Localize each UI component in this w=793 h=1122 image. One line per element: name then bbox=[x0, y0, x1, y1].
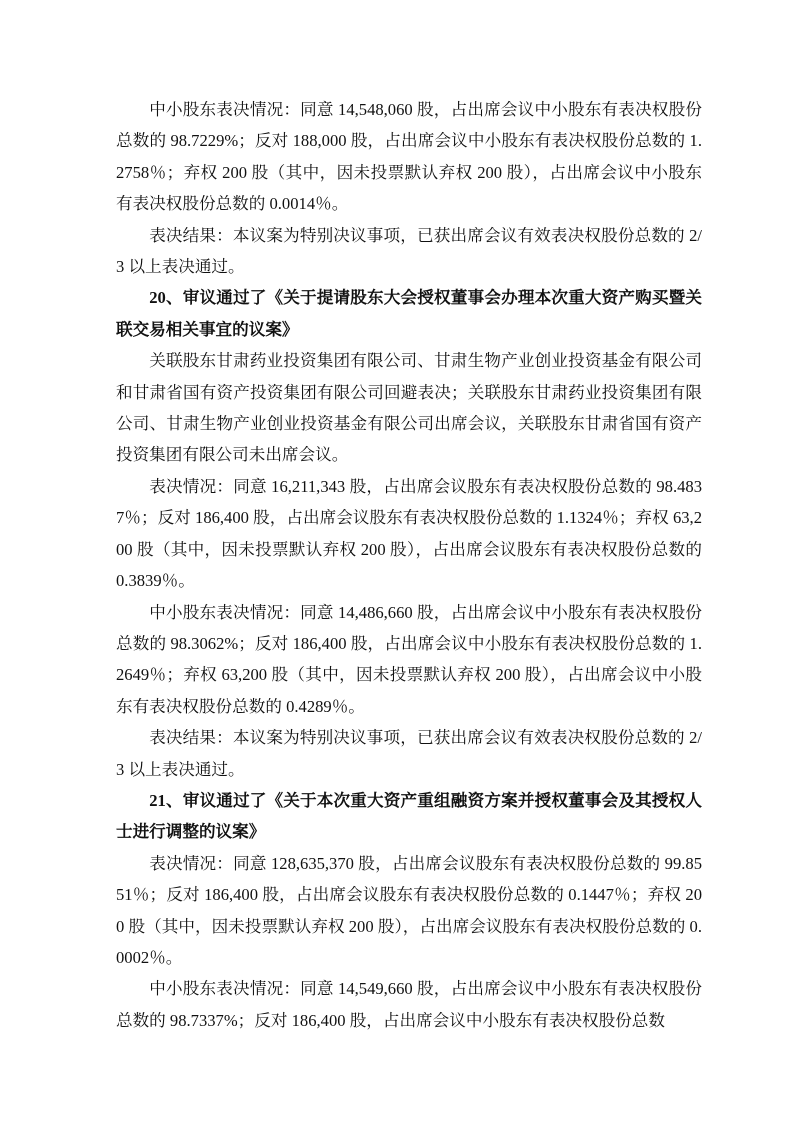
vote-detail-paragraph-item20: 表决情况：同意 16,211,343 股，占出席会议股东有表决权股份总数的 98.4837％；反对 186,400 股，占出席会议股东有表决权股份总数的 1.1324％；弃权 63,200 股（其中，因未投票默认弃权 200 股），占出席会议股东有表决权股份总数的 0.3839％。 bbox=[116, 476, 702, 591]
minor-shareholder-vote-paragraph-item21: 中小股东表决情况：同意 14,549,660 股，占出席会议中小股东有表决权股份总数的 98.7337%；反对 186,400 股，占出席会议中小股东有表决权股份总数 bbox=[116, 979, 702, 1030]
document-body bbox=[116, 94, 702, 1036]
proposal-21-heading: 21、审议通过了《关于本次重大资产重组融资方案并授权董事会及其授权人士进行调整的议案》 bbox=[116, 790, 702, 842]
vote-result-paragraph-item20: 表决结果：本议案为特别决议事项，已获出席会议有效表决权股份总数的 2/3 以上表决通过。 bbox=[116, 728, 702, 779]
minor-shareholder-vote-paragraph-item20: 中小股东表决情况：同意 14,486,660 股，占出席会议中小股东有表决权股份总数的 98.3062%；反对 186,400 股，占出席会议中小股东有表决权股份总数的 1.2649％；弃权 63,200 股（其中，因未投票默认弃权 200 股），占出席会议中小股东有表决权股份总数的 0.4289％。 bbox=[116, 602, 702, 716]
vote-detail-paragraph-item21: 表决情况：同意 128,635,370 股，占出席会议股东有表决权股份总数的 99.8551％；反对 186,400 股，占出席会议股东有表决权股份总数的 0.1447％；弃权 200 股（其中，因未投票默认弃权 200 股），占出席会议股东有表决权股份总数的 0.0002％。 bbox=[116, 853, 702, 967]
minor-shareholder-vote-paragraph-item19: 中小股东表决情况：同意 14,548,060 股，占出席会议中小股东有表决权股份总数的 98.7229%；反对 188,000 股，占出席会议中小股东有表决权股份总数的 1.2758％；弃权 200 股（其中，因未投票默认弃权 200 股），占出席会议中小股东有表决权股份总数的 0.0014％。 bbox=[116, 100, 702, 214]
related-shareholder-abstention-paragraph: 关联股东甘肃药业投资集团有限公司、甘肃生物产业创业投资基金有限公司和甘肃省国有资产投资集团有限公司回避表决；关联股东甘肃药业投资集团有限公司、甘肃生物产业创业投资基金有限公司出席会议，关联股东甘肃省国有资产投资集团有限公司未出席会议。 bbox=[116, 351, 702, 465]
proposal-20-heading: 20、审议通过了《关于提请股东大会授权董事会办理本次重大资产购买暨关联交易相关事宜的议案》 bbox=[116, 288, 702, 339]
vote-result-paragraph-item19: 表决结果：本议案为特别决议事项，已获出席会议有效表决权股份总数的 2/3 以上表决通过。 bbox=[116, 225, 702, 277]
